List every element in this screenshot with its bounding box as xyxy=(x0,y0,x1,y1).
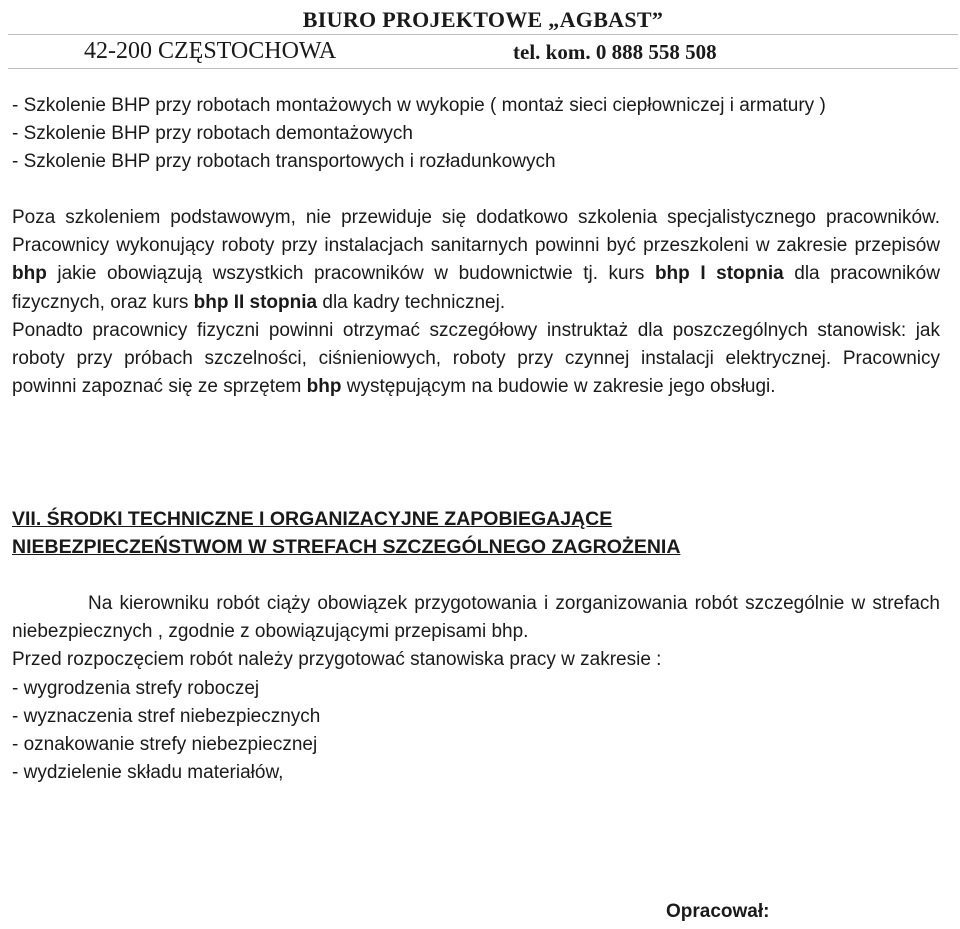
organization-section xyxy=(12,590,940,787)
paragraph-text: jakie obowiązują wszystkich pracowników w budownictwie tj. kurs xyxy=(46,263,655,285)
list-item: - Szkolenie BHP przy robotach transportowych i rozładunkowych xyxy=(12,151,556,173)
section-heading-line: VII. ŚRODKI TECHNICZNE I ORGANIZACYJNE ZAPOBIEGAJĄCE xyxy=(12,508,613,530)
bold-term: bhp xyxy=(306,376,342,398)
bold-term: bhp I stopnia xyxy=(654,263,784,285)
list-item: - wyznaczenia stref niebezpiecznych xyxy=(12,705,321,727)
company-name: BIURO PROJEKTOWE „AGBAST” xyxy=(8,6,958,35)
list-item: - wygrodzenia strefy roboczej xyxy=(12,677,260,699)
paragraph-text: dla kadry technicznej. xyxy=(317,291,506,313)
letterhead-contact-row xyxy=(8,34,958,69)
list-item: - oznakowanie strefy niebezpiecznej xyxy=(12,734,318,756)
paragraph-instruction xyxy=(12,317,940,402)
paragraph-text: Poza szkoleniem podstawowym, nie przewiduje się dodatkowo szkolenia specjalistycznego pracowników. Pracownicy wykonujący roboty przy instalacjach sanitarnych powinni być przeszkoleni w zakresie przepisów xyxy=(12,207,940,257)
signature-label: Opracował: xyxy=(666,901,770,922)
training-list xyxy=(12,92,940,177)
list-item: - wydzielenie składu materiałów, xyxy=(12,762,284,784)
list-item: - Szkolenie BHP przy robotach demontażowych xyxy=(12,123,413,145)
section-heading-line: NIEBEZPIECZEŃSTWOM W STREFACH SZCZEGÓLNEGO ZAGROŻENIA xyxy=(12,536,681,558)
paragraph-manager-duty xyxy=(12,590,940,646)
bold-term: bhp xyxy=(12,263,47,285)
training-paragraphs xyxy=(12,204,940,401)
list-item: - Szkolenie BHP przy robotach montażowych w wykopie ( montaż sieci ciepłowniczej i armatury ) xyxy=(12,95,826,116)
bold-term: bhp II stopnia xyxy=(193,291,318,313)
section-heading xyxy=(12,505,942,561)
company-phone: tel. kom. 0 888 558 508 xyxy=(513,40,717,64)
paragraph-preparation: Przed rozpoczęciem robót należy przygotować stanowiska pracy w zakresie : xyxy=(12,649,662,671)
paragraph-text: dla pracowników fizycznych, oraz kurs xyxy=(12,263,940,313)
company-city: 42-200 CZĘSTOCHOWA xyxy=(84,38,337,64)
paragraph-text: Na kierowniku robót ciąży obowiązek przygotowania i zorganizowania robót szczególnie w strefach niebezpiecznych , zgodnie z obowiązującymi przepisami bhp. xyxy=(12,593,940,643)
paragraph-text: Ponadto pracownicy fizyczni powinni otrzymać szczegółowy instruktaż dla poszczególnych stanowisk: jak roboty przy próbach szczelności, ciśnieniowych, roboty przy czynnej instalacji elektrycznej. Pracownicy powinni zapoznać się ze sprzętem xyxy=(12,319,940,398)
paragraph-text: występującym na budowie w zakresie jego obsługi. xyxy=(341,376,776,398)
paragraph-training-scope xyxy=(12,204,940,317)
letterhead xyxy=(8,6,958,66)
